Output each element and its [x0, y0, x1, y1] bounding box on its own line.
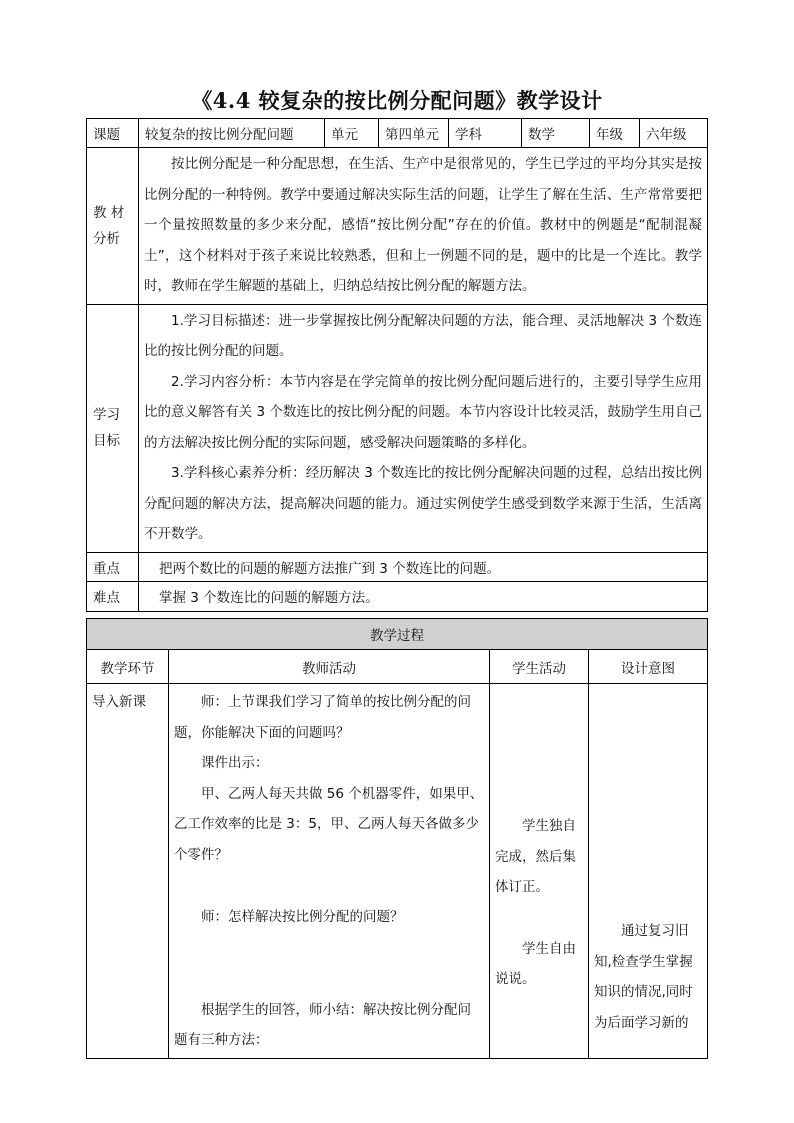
analysis-row — [87, 148, 708, 305]
objectives-content — [139, 304, 708, 552]
analysis-text: 按比例分配是一种分配思想，在生活、生产中是很常见的，学生已学过的平均分其实是按比例分配的一种特例。教学中要通过解决实际生活的问题，让学生了解在生活、生产常常要把一个量按照数量的多少来分配，感悟“按比例分配”存在的价值。教材中的例题是“配制混凝土”，这个材料对于孩子来说比较熟悉，但和上一例题不同的是，题中的比是一个连比。教学时，教师在学生解题的基础上，归纳总结按比例分配的解题方法。 — [144, 156, 702, 294]
spacer — [495, 903, 583, 934]
difficulty-text: 掌握 3 个数连比的问题的解题方法。 — [139, 581, 708, 611]
teacher-text-2: 课件出示： — [201, 755, 269, 771]
info-row — [87, 119, 708, 148]
grade-label: 年级 — [590, 119, 640, 148]
header-stage: 教学环节 — [87, 650, 169, 684]
objective-3: 3.学科核心素养分析：经历解决 3 个数连比的按比例分配解决问题的过程，总结出按比例分配问题的解决方法，提高解决问题的能力。通过实例使学生感受到数学来源于生活，生活离不开数学。 — [144, 465, 702, 542]
design-text-1: 通过复习旧知,检查学生掌握知识的情况,同时为后面学习新的 — [594, 923, 693, 1031]
lesson-info-table — [86, 118, 708, 612]
analysis-label — [87, 148, 139, 305]
teacher-text-3: 甲、乙两人每天共做 56 个机器零件，如果甲、乙工作效率的比是 3：5，甲、乙两人每天各做多少个零件？ — [174, 785, 484, 863]
analysis-label-line1: 教 材 — [93, 204, 125, 221]
unit-label: 单元 — [325, 119, 379, 148]
spacer — [495, 778, 583, 811]
header-student: 学生活动 — [490, 650, 589, 684]
teacher-text-4: 师：怎样解决按比例分配的问题？ — [201, 909, 404, 925]
objectives-label — [87, 304, 139, 552]
stage-cell: 导入新课 — [87, 684, 169, 1059]
key-point-label: 重点 — [87, 552, 139, 581]
key-point-row — [87, 552, 708, 581]
key-point-text: 把两个数比的问题的解题方法推广到 3 个数连比的问题。 — [139, 552, 708, 581]
topic-label: 课题 — [87, 119, 139, 148]
unit-value: 第四单元 — [379, 119, 449, 148]
student-activity-cell — [490, 684, 589, 1059]
analysis-content — [139, 148, 708, 305]
objective-1: 1.学习目标描述：进一步掌握按比例分配解决问题的方法，能合理、灵活地解决 3 个数连比的按比例分配的问题。 — [144, 312, 702, 359]
spacer — [495, 687, 583, 778]
teacher-text-1: 师：上节课我们学习了简单的按比例分配的问题，你能解决下面的问题吗？ — [174, 694, 471, 741]
process-table — [86, 618, 708, 1059]
difficulty-label: 难点 — [87, 581, 139, 611]
spacer — [174, 933, 484, 964]
intro-row — [87, 684, 708, 1059]
spacer — [594, 687, 702, 916]
spacer — [174, 964, 484, 995]
process-header-row — [87, 650, 708, 684]
process-banner: 教学过程 — [87, 619, 708, 650]
spacer — [174, 870, 484, 902]
subject-value: 数学 — [522, 119, 590, 148]
subject-label: 学科 — [449, 119, 522, 148]
header-design: 设计意图 — [589, 650, 708, 684]
topic-value: 较复杂的按比例分配问题 — [139, 119, 325, 148]
difficulty-row — [87, 581, 708, 611]
design-intent-cell — [589, 684, 708, 1059]
process-banner-row — [87, 619, 708, 650]
teacher-text-5: 根据学生的回答，师小结：解决按比例分配问题有三种方法： — [174, 1001, 471, 1048]
teacher-activity-cell — [169, 684, 490, 1059]
objectives-row — [87, 304, 708, 552]
document-title: 《4.4 较复杂的按比例分配问题》教学设计 — [191, 88, 603, 113]
objectives-label-line2: 目标 — [93, 433, 120, 449]
header-teacher: 教师活动 — [169, 650, 490, 684]
grade-value: 六年级 — [640, 119, 708, 148]
objective-2: 2.学习内容分析：本节内容是在学完简单的按比例分配问题后进行的，主要引导学生应用比的意义解答有关 3 个数连比的按比例分配的问题。本节内容设计比较灵活，鼓励学生用自己的方法解决按比例分配的实际问题，感受解决问题策略的多样化。 — [144, 373, 702, 451]
analysis-label-line2: 分析 — [93, 230, 120, 247]
student-text-2: 学生自由说说。 — [495, 940, 576, 987]
student-text-1: 学生独自完成，然后集体订正。 — [495, 818, 576, 895]
objectives-label-line1: 学习 — [93, 407, 120, 423]
